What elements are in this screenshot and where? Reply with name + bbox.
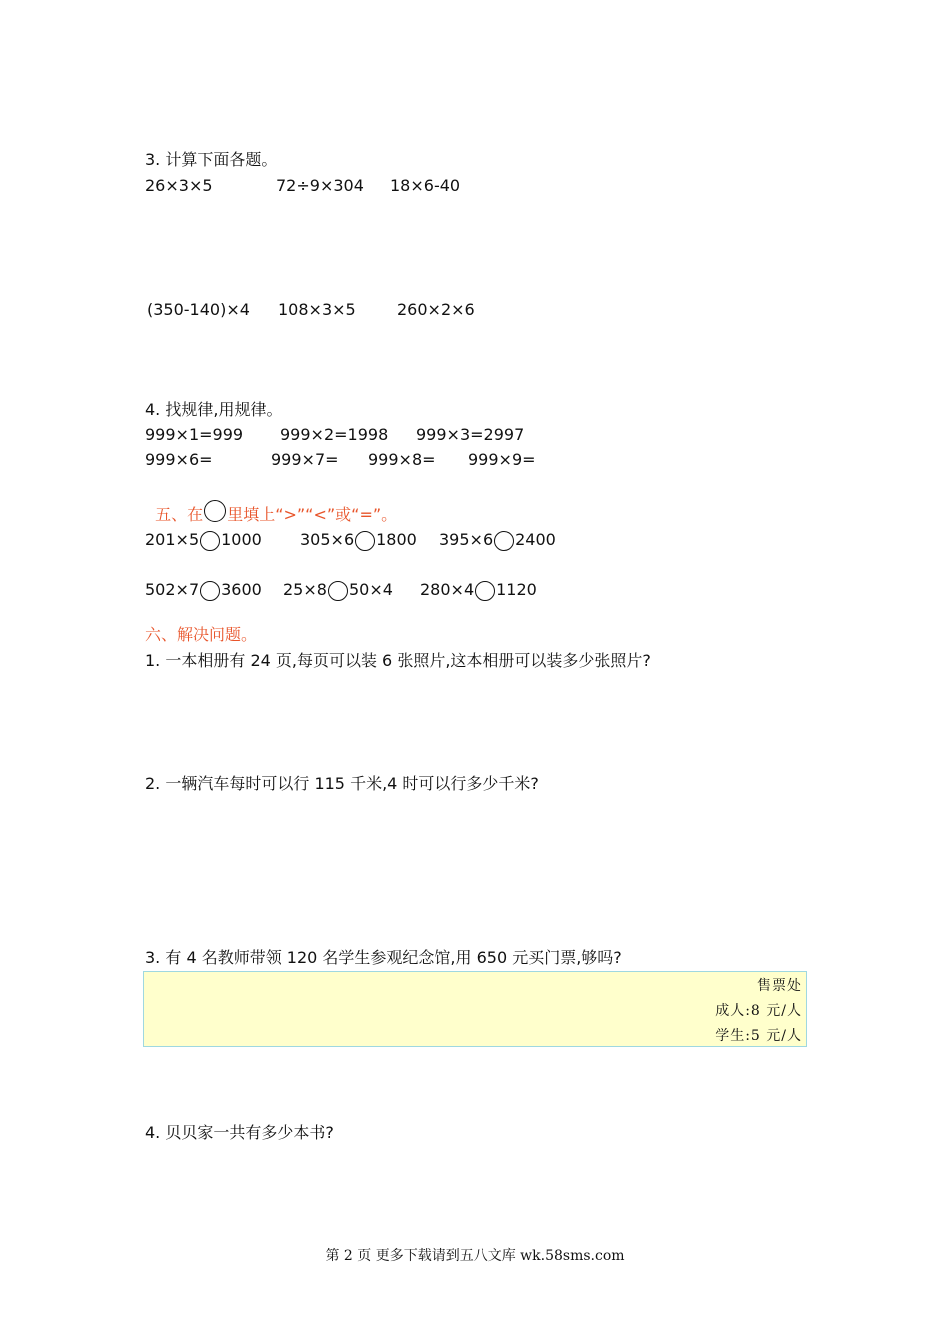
pattern-item: 999×9= xyxy=(468,450,536,469)
compare-item: 25×8 50×4 xyxy=(283,580,393,599)
compare-item: 305×6 1800 xyxy=(300,530,417,549)
compare-item: 502×7 3600 xyxy=(145,580,262,599)
calc-title: 3. 计算下面各题。 xyxy=(145,150,278,169)
pattern-title: 4. 找规律,用规律。 xyxy=(145,400,283,419)
page-footer: 第 2 页 更多下载请到五八文库 wk.58sms.com xyxy=(325,1248,625,1264)
problem-4: 4. 贝贝家一共有多少本书? xyxy=(145,1123,334,1142)
problems-title: 六、解决问题。 xyxy=(145,625,258,644)
calc-item: 18×6-40 xyxy=(390,176,461,195)
pattern-item: 999×1=999 xyxy=(145,425,244,444)
problem-3: 3. 有 4 名教师带领 120 名学生参观纪念馆,用 650 元买门票,够吗? xyxy=(145,948,622,967)
calc-item: 108×3×5 xyxy=(278,300,356,319)
calc-item: (350-140)×4 xyxy=(147,300,250,319)
pattern-item: 999×6= xyxy=(145,450,213,469)
compare-title-a: 五、在 xyxy=(155,505,204,524)
compare-item: 395×6 2400 xyxy=(439,530,556,549)
ticket-student-price: 学生:5 元/人 xyxy=(715,1028,802,1044)
compare-item: 201×5 1000 xyxy=(145,530,262,549)
problem-2: 2. 一辆汽车每时可以行 115 千米,4 时可以行多少千米? xyxy=(145,774,539,793)
answer-circle[interactable] xyxy=(328,581,348,601)
answer-circle[interactable] xyxy=(355,531,375,551)
answer-circle[interactable] xyxy=(475,581,495,601)
answer-circle[interactable] xyxy=(200,581,220,601)
calc-item: 26×3×5 xyxy=(145,176,213,195)
compare-title-b: 里填上“>”“<”或“=”。 xyxy=(227,505,398,524)
pattern-item: 999×7= xyxy=(271,450,339,469)
ticket-adult-price: 成人:8 元/人 xyxy=(715,1003,802,1019)
answer-circle[interactable] xyxy=(200,531,220,551)
pattern-item: 999×8= xyxy=(368,450,436,469)
problem-1: 1. 一本相册有 24 页,每页可以装 6 张照片,这本相册可以装多少张照片? xyxy=(145,651,651,670)
pattern-item: 999×2=1998 xyxy=(280,425,389,444)
ticket-sign xyxy=(143,971,807,1047)
compare-title xyxy=(145,480,397,525)
answer-circle[interactable] xyxy=(494,531,514,551)
calc-item: 72÷9×304 xyxy=(276,176,364,195)
pattern-item: 999×3=2997 xyxy=(416,425,525,444)
compare-item: 280×4 1120 xyxy=(420,580,537,599)
ticket-sign-title: 售票处 xyxy=(757,978,802,994)
calc-item: 260×2×6 xyxy=(397,300,475,319)
blank-circle-icon xyxy=(204,500,226,522)
